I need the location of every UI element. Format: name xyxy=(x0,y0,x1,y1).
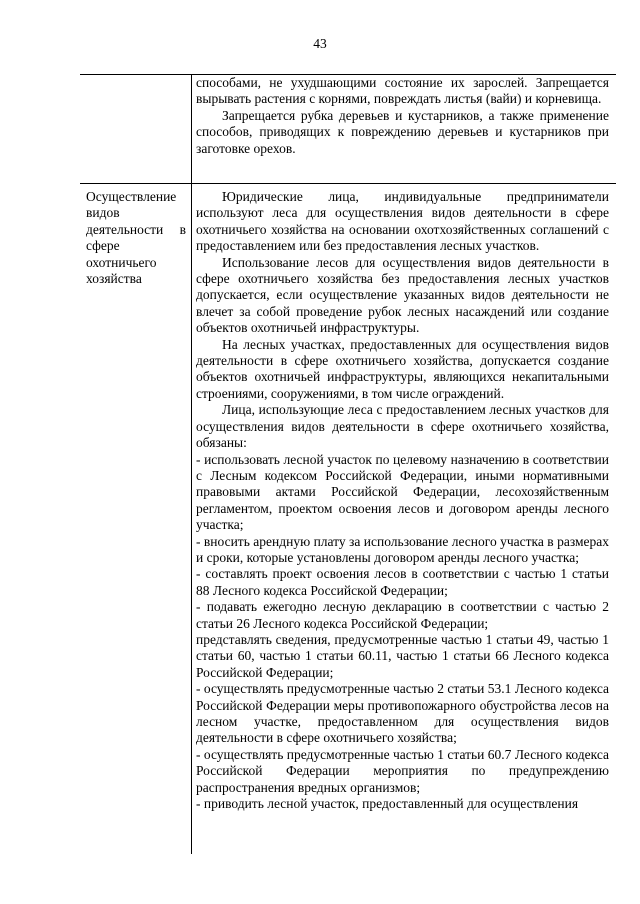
continuation-cell xyxy=(196,75,609,157)
obligation-item: - приводить лесной участок, предоставленный для осуществления xyxy=(196,796,579,812)
activity-name-line: охотничьего xyxy=(86,254,157,270)
continuation-paragraph-1: способами, не ухудшающими состояние их зарослей. Запрещается вырывать растения с корнями, повреждать листья (вайи) и корневища. xyxy=(196,75,609,107)
obligation-item: - подавать ежегодно лесную декларацию в соответствии с частью 2 статьи 26 Лесного кодекса Российской Федерации; xyxy=(196,599,609,631)
table-column-divider xyxy=(191,74,192,854)
obligation-item: представлять сведения, предусмотренные частью 1 статьи 49, частью 1 статьи 60, частью 1 статьи 60.11, частью 1 статьи 66 Лесного кодекса Российской Федерации; xyxy=(196,631,609,680)
activity-name-cell xyxy=(86,189,186,287)
obligation-item: - вносить арендную плату за использование лесного участка в размерах и сроки, которые установлены договором аренды лесного участка; xyxy=(196,533,609,565)
activity-name-line: деятельности в xyxy=(86,221,186,237)
activity-paragraph-2: Использование лесов для осуществления видов деятельности в сфере охотничьего хозяйства без предоставления лесных участков допускается, если осуществление указанных видов деятельности не влечет за собой проведение рубок лесных насаждений или создание объектов охотничьей инфраструктуры. xyxy=(196,254,609,336)
page-number: 43 xyxy=(313,36,327,51)
table-row-divider xyxy=(80,183,616,184)
activity-paragraph-3: На лесных участках, предоставленных для осуществления видов деятельности в сфере охотничьего хозяйства, допускается создание объектов охотничьей инфраструктуры, являющихся некапитальными строениями, сооружениями, в том числе ограждений. xyxy=(196,336,609,401)
activity-requirements-cell xyxy=(196,189,609,812)
activity-name-line: видов xyxy=(86,205,120,221)
activity-name-line: хозяйства xyxy=(86,271,142,287)
obligation-item: - использовать лесной участок по целевому назначению в соответствии с Лесным кодексом Российской Федерации, иными нормативными правовыми актами Российской Федерации, лесохозяйственным регламентом, проектом освоения лесов и договором аренды лесного участка; xyxy=(196,451,609,533)
obligation-item: - осуществлять предусмотренные частью 2 статьи 53.1 Лесного кодекса Российской Федерации меры противопожарного обустройства лесов на лесном участке, предоставленном для осуществления видов деятельности в сфере охотничьего хозяйства; xyxy=(196,681,609,746)
activity-name-line: сфере xyxy=(86,238,120,254)
obligation-item: - осуществлять предусмотренные частью 1 статьи 60.7 Лесного кодекса Российской Федерации мероприятия по предупреждению распространения вредных организмов; xyxy=(196,746,609,795)
activity-paragraph-1: Юридические лица, индивидуальные предприниматели используют леса для осуществления видов деятельности в сфере охотничьего хозяйства на основании охотхозяйственных соглашений с предоставлением или без предоставления лесных участков. xyxy=(196,189,609,254)
obligation-item: - составлять проект освоения лесов в соответствии с частью 1 статьи 88 Лесного кодекса Российской Федерации; xyxy=(196,566,609,598)
continuation-paragraph-2: Запрещается рубка деревьев и кустарников, а также применение способов, приводящих к повреждению деревьев и кустарников при заготовке орехов. xyxy=(196,107,609,156)
activity-paragraph-4: Лица, использующие леса с предоставлением лесных участков для осуществления видов деятельности в сфере охотничьего хозяйства, обязаны: xyxy=(196,402,609,451)
activity-name-line: Осуществление xyxy=(86,189,177,204)
